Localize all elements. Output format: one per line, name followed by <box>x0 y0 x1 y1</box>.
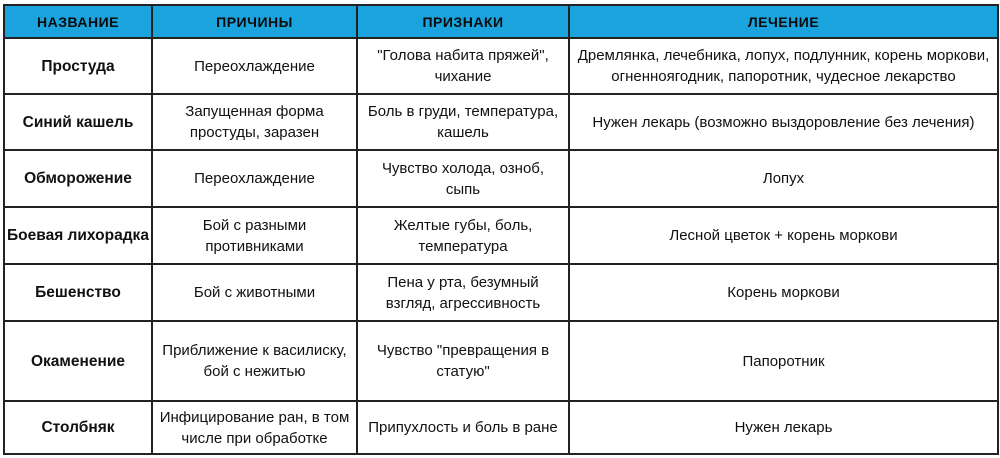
cell-signs: Припухлость и боль в ране <box>357 401 569 454</box>
cell-treatment: Корень моркови <box>569 264 998 321</box>
table-row <box>4 321 998 401</box>
cell-causes: Переохлаждение <box>152 38 357 94</box>
cell-name: Простуда <box>4 38 152 94</box>
cell-causes: Инфицирование ран, в том числе при обработке <box>152 401 357 454</box>
cell-signs: Чувство холода, озноб, сыпь <box>357 150 569 207</box>
cell-causes: Приближение к василиску, бой с нежитью <box>152 321 357 401</box>
header-name: НАЗВАНИЕ <box>4 5 152 38</box>
cell-name: Столбняк <box>4 401 152 454</box>
cell-treatment: Нужен лекарь (возможно выздоровление без лечения) <box>569 94 998 150</box>
diseases-table <box>3 4 999 455</box>
table-row <box>4 207 998 264</box>
cell-treatment: Лопух <box>569 150 998 207</box>
cell-causes: Переохлаждение <box>152 150 357 207</box>
cell-treatment: Папоротник <box>569 321 998 401</box>
cell-name: Бешенство <box>4 264 152 321</box>
cell-name: Обморожение <box>4 150 152 207</box>
cell-name: Синий кашель <box>4 94 152 150</box>
table-row <box>4 264 998 321</box>
diseases-table-container <box>3 4 997 455</box>
cell-signs: Пена у рта, безумный взгляд, агрессивность <box>357 264 569 321</box>
table-body <box>4 38 998 454</box>
header-treatment: ЛЕЧЕНИЕ <box>569 5 998 38</box>
cell-name: Боевая лихорадка <box>4 207 152 264</box>
table-header <box>4 5 998 38</box>
header-causes: ПРИЧИНЫ <box>152 5 357 38</box>
cell-signs: Боль в груди, температура, кашель <box>357 94 569 150</box>
table-row <box>4 94 998 150</box>
cell-signs: Чувство "превращения в статую" <box>357 321 569 401</box>
cell-causes: Бой с животными <box>152 264 357 321</box>
cell-treatment: Дремлянка, лечебника, лопух, подлунник, корень моркови, огненноягодник, папоротник, чудесное лекарство <box>569 38 998 94</box>
cell-causes: Бой с разными противниками <box>152 207 357 264</box>
cell-signs: Желтые губы, боль, температура <box>357 207 569 264</box>
cell-treatment: Нужен лекарь <box>569 401 998 454</box>
header-signs: ПРИЗНАКИ <box>357 5 569 38</box>
cell-name: Окаменение <box>4 321 152 401</box>
table-row <box>4 150 998 207</box>
table-row <box>4 401 998 454</box>
cell-signs: "Голова набита пряжей", чихание <box>357 38 569 94</box>
header-row <box>4 5 998 38</box>
cell-treatment: Лесной цветок + корень моркови <box>569 207 998 264</box>
table-row <box>4 38 998 94</box>
cell-causes: Запущенная форма простуды, заразен <box>152 94 357 150</box>
